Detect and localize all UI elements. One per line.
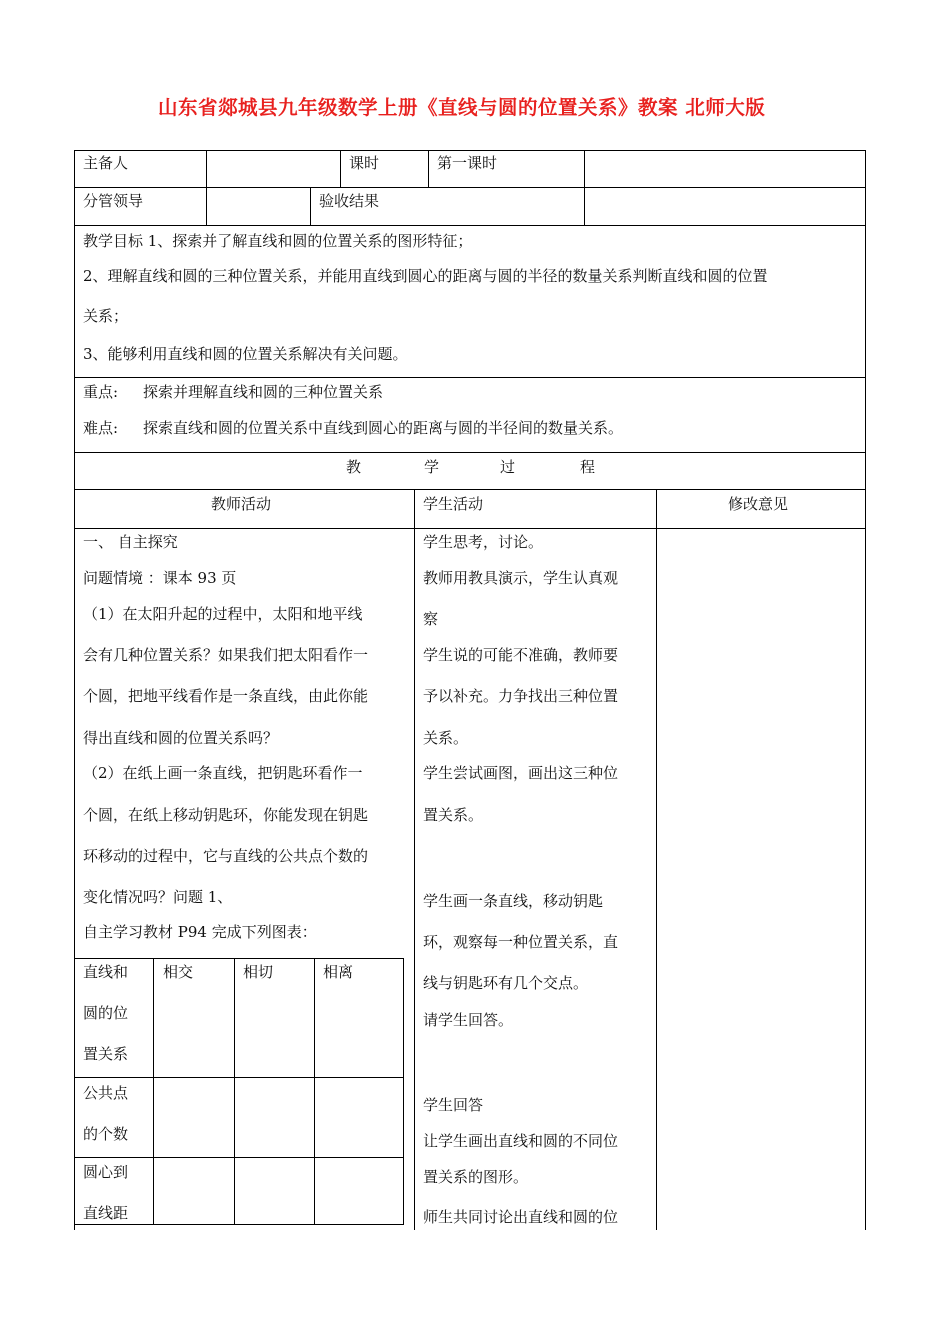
document-title: 山东省郯城县九年级数学上册《直线与圆的位置关系》教案 北师大版	[158, 96, 766, 119]
student-line: 让学生画出直线和圆的不同位	[423, 1132, 619, 1150]
student-line: 师生共同讨论出直线和圆的位	[423, 1208, 619, 1226]
inner-table-header: 相切	[243, 963, 274, 981]
objective-line: 教学目标 1、探索并了解直线和圆的位置关系的图形特征；	[83, 232, 473, 250]
inner-table-rule	[403, 958, 404, 1224]
row-divider	[74, 489, 866, 490]
difficulty-label: 难点:	[83, 419, 119, 437]
inner-table-rule	[74, 1224, 404, 1225]
student-line: 教师用教具演示，学生认真观	[423, 569, 619, 587]
inner-table-rule	[153, 958, 154, 1224]
teacher-line: 自主学习教材 P94 完成下列图表：	[83, 923, 317, 941]
student-line: 予以补充。力争找出三种位置	[423, 687, 619, 705]
student-line: 察	[423, 610, 439, 628]
inner-row-label: 的个数	[83, 1125, 129, 1143]
col-divider	[428, 150, 429, 187]
inner-table-rule	[74, 1157, 404, 1158]
teacher-line: 环移动的过程中，它与直线的公共点个数的	[83, 847, 369, 865]
process-heading-char: 程	[580, 458, 596, 476]
key-point-label: 重点:	[83, 383, 119, 401]
col-divider	[584, 150, 585, 225]
teacher-line: （1）在太阳升起的过程中，太阳和地平线	[83, 605, 363, 623]
teacher-line: 个圆，把地平线看作是一条直线，由此你能	[83, 687, 369, 705]
row-divider	[74, 528, 866, 529]
inner-row-label: 圆的位	[83, 1004, 129, 1022]
process-heading-char: 过	[500, 458, 516, 476]
inner-row-label: 置关系	[83, 1045, 129, 1063]
col-divider	[414, 489, 415, 1230]
student-line: 请学生回答。	[423, 1011, 514, 1029]
col-divider	[310, 187, 311, 225]
teacher-line: 会有几种位置关系？如果我们把太阳看作一	[83, 646, 369, 664]
objective-line: 3、能够利用直线和圆的位置关系解决有关问题。	[83, 345, 408, 363]
inner-row-label: 直线距	[83, 1204, 129, 1222]
student-line: 学生思考，讨论。	[423, 533, 544, 551]
result-label: 验收结果	[319, 192, 380, 210]
teacher-line: 变化情况吗？问题 1、	[83, 888, 233, 906]
row-divider	[74, 225, 866, 226]
col-divider	[340, 150, 341, 187]
row-divider	[74, 187, 866, 188]
inner-table-header: 相离	[323, 963, 354, 981]
inner-row-label: 圆心到	[83, 1163, 129, 1181]
teacher-line: （2）在纸上画一条直线，把钥匙环看作一	[83, 764, 363, 782]
manager-label: 分管领导	[83, 192, 144, 210]
lead-label: 主备人	[83, 154, 129, 172]
process-heading-char: 教	[346, 458, 362, 476]
row-divider	[74, 452, 866, 453]
teacher-line: 得出直线和圆的位置关系吗？	[83, 729, 279, 747]
difficulty-text: 探索直线和圆的位置关系中直线到圆心的距离与圆的半径间的数量关系。	[143, 419, 624, 437]
student-line: 学生画一条直线，移动钥匙	[423, 892, 604, 910]
student-line: 置关系。	[423, 806, 484, 824]
period-label: 课时	[349, 154, 380, 172]
inner-row-label: 公共点	[83, 1084, 129, 1102]
teacher-column-header: 教师活动	[211, 495, 272, 513]
objective-line: 关系；	[83, 307, 129, 325]
inner-table-rule	[74, 1077, 404, 1078]
inner-table-rule	[314, 958, 315, 1224]
student-column-header: 学生活动	[423, 495, 484, 513]
student-line: 学生说的可能不准确，教师要	[423, 646, 619, 664]
col-divider	[206, 150, 207, 225]
student-line: 学生回答	[423, 1096, 484, 1114]
teacher-line: 问题情境 ：课本 93 页	[83, 569, 237, 587]
col-divider	[656, 489, 657, 1230]
period-value: 第一课时	[437, 154, 498, 172]
student-line: 线与钥匙环有几个交点。	[423, 974, 589, 992]
revision-column-header: 修改意见	[728, 495, 789, 513]
inner-table-rule	[74, 958, 404, 959]
process-heading-char: 学	[424, 458, 440, 476]
row-divider	[74, 377, 866, 378]
objective-line: 2、理解直线和圆的三种位置关系，并能用直线到圆心的距离与圆的半径的数量关系判断直线和圆的位置	[83, 267, 768, 285]
student-line: 环，观察每一种位置关系，直	[423, 933, 619, 951]
student-line: 学生尝试画图，画出这三种位	[423, 764, 619, 782]
inner-row-label: 直线和	[83, 963, 129, 981]
student-line: 关系。	[423, 729, 469, 747]
teacher-line: 一、 自主探究	[83, 533, 178, 551]
student-line: 置关系的图形。	[423, 1168, 529, 1186]
teacher-line: 个圆，在纸上移动钥匙环，你能发现在钥匙	[83, 806, 369, 824]
inner-table-header: 相交	[163, 963, 194, 981]
key-point-text: 探索并理解直线和圆的三种位置关系	[143, 383, 384, 401]
inner-table-rule	[234, 958, 235, 1224]
